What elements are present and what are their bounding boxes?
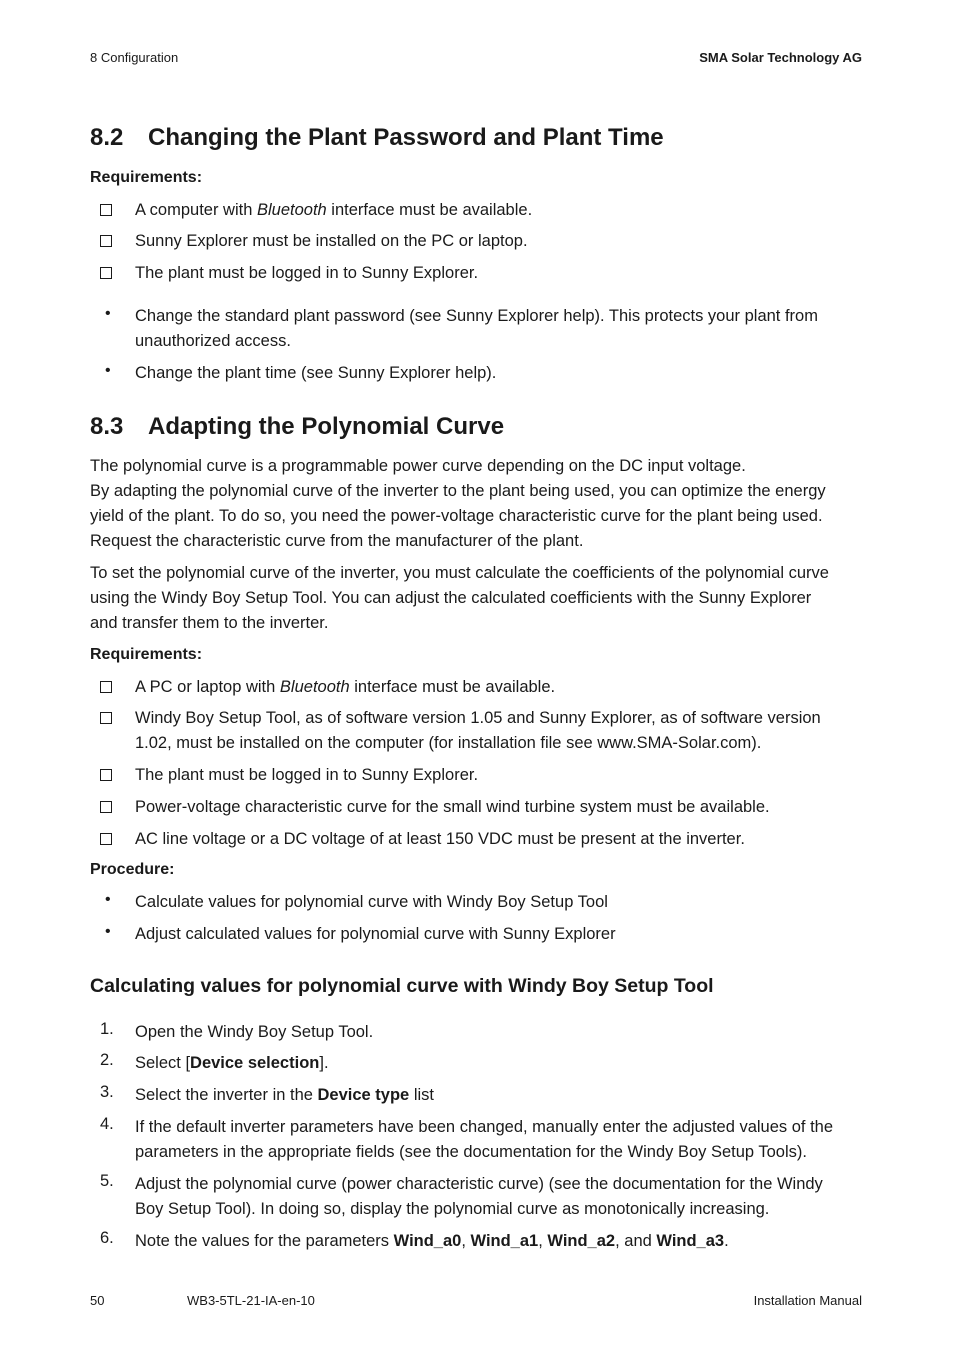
subsection-heading: Calculating values for polynomial curve with Windy Boy Setup Tool <box>90 975 714 997</box>
section-title: Changing the Plant Password and Plant Time <box>148 124 664 151</box>
step-number: 2. <box>100 1051 114 1069</box>
requirement-item: The plant must be logged in to Sunny Explorer. <box>135 264 479 282</box>
bullet-icon: • <box>105 362 111 379</box>
paragraph-line: To set the polynomial curve of the inverter, you must calculate the coefficients of the polynomial curve <box>90 564 829 582</box>
paragraph-line: using the Windy Boy Setup Tool. You can adjust the calculated coefficients with the Sunny Explorer <box>90 589 812 607</box>
checkbox-icon <box>100 204 112 216</box>
requirements-label: Requirements: <box>90 646 203 663</box>
step-text-line: Boy Setup Tool). In doing so, display the polynomial curve as monotonically increasing. <box>135 1200 770 1218</box>
checkbox-icon <box>100 769 112 781</box>
bullet-item-line: Change the standard plant password (see Sunny Explorer help). This protects your plant from <box>135 307 818 325</box>
requirement-item: Sunny Explorer must be installed on the PC or laptop. <box>135 232 528 250</box>
section-8-3-heading <box>90 413 504 441</box>
requirement-item-line: 1.02, must be installed on the computer (for installation file see www.SMA-Solar.com). <box>135 734 762 752</box>
section-number: 8.3 <box>90 413 124 440</box>
step-number: 1. <box>100 1020 114 1038</box>
step-text-line: Adjust the polynomial curve (power characteristic curve) (see the documentation for the Windy <box>135 1175 823 1193</box>
paragraph-line: The polynomial curve is a programmable power curve depending on the DC input voltage. <box>90 457 746 475</box>
step-number: 6. <box>100 1229 114 1247</box>
requirements-label: Requirements: <box>90 169 203 186</box>
step-number: 4. <box>100 1115 114 1133</box>
checkbox-icon <box>100 267 112 279</box>
paragraph-line: By adapting the polynomial curve of the inverter to the plant being used, you can optimize the energy <box>90 482 826 500</box>
bullet-icon: • <box>105 305 111 322</box>
requirement-item: Power-voltage characteristic curve for the small wind turbine system must be available. <box>135 798 770 816</box>
document-title: Installation Manual <box>753 1293 862 1308</box>
bullet-item: Change the plant time (see Sunny Explorer help). <box>135 364 497 382</box>
step-text: Note the values for the parameters Wind_a0, Wind_a1, Wind_a2, and Wind_a3. <box>135 1232 729 1250</box>
header-company: SMA Solar Technology AG <box>699 50 862 65</box>
step-text-line: parameters in the appropriate fields (see the documentation for the Windy Boy Setup Tools). <box>135 1143 807 1161</box>
bullet-icon: • <box>105 891 111 908</box>
step-number: 5. <box>100 1172 114 1190</box>
header-chapter: 8 Configuration <box>90 50 179 65</box>
checkbox-icon <box>100 235 112 247</box>
page-number: 50 <box>90 1293 105 1308</box>
step-number: 3. <box>100 1083 114 1101</box>
checkbox-icon <box>100 681 112 693</box>
paragraph-line: Request the characteristic curve from the manufacturer of the plant. <box>90 532 584 550</box>
procedure-item: Calculate values for polynomial curve with Windy Boy Setup Tool <box>135 893 608 911</box>
requirement-item: A PC or laptop with Bluetooth interface must be available. <box>135 678 556 696</box>
section-title: Adapting the Polynomial Curve <box>148 413 505 440</box>
procedure-item: Adjust calculated values for polynomial curve with Sunny Explorer <box>135 925 616 943</box>
requirement-item-line: Windy Boy Setup Tool, as of software version 1.05 and Sunny Explorer, as of software version <box>135 709 821 727</box>
checkbox-icon <box>100 833 112 845</box>
checkbox-icon <box>100 712 112 724</box>
section-8-2-heading <box>90 124 664 152</box>
step-text: Select the inverter in the Device type list <box>135 1086 434 1104</box>
paragraph-line: and transfer them to the inverter. <box>90 614 329 632</box>
document-code: WB3-5TL-21-IA-en-10 <box>187 1293 315 1308</box>
checkbox-icon <box>100 801 112 813</box>
bullet-icon: • <box>105 923 111 940</box>
step-text: Select [Device selection]. <box>135 1054 329 1072</box>
paragraph-line: yield of the plant. To do so, you need the power-voltage characteristic curve for the plant being used. <box>90 507 823 525</box>
section-number: 8.2 <box>90 124 124 151</box>
requirement-item: The plant must be logged in to Sunny Explorer. <box>135 766 479 784</box>
bullet-item-line: unauthorized access. <box>135 332 291 350</box>
requirement-item: A computer with Bluetooth interface must be available. <box>135 201 533 219</box>
requirement-item: AC line voltage or a DC voltage of at least 150 VDC must be present at the inverter. <box>135 830 745 848</box>
step-text-line: If the default inverter parameters have been changed, manually enter the adjusted values of the <box>135 1118 834 1136</box>
procedure-label: Procedure: <box>90 861 175 878</box>
step-text: Open the Windy Boy Setup Tool. <box>135 1023 374 1041</box>
